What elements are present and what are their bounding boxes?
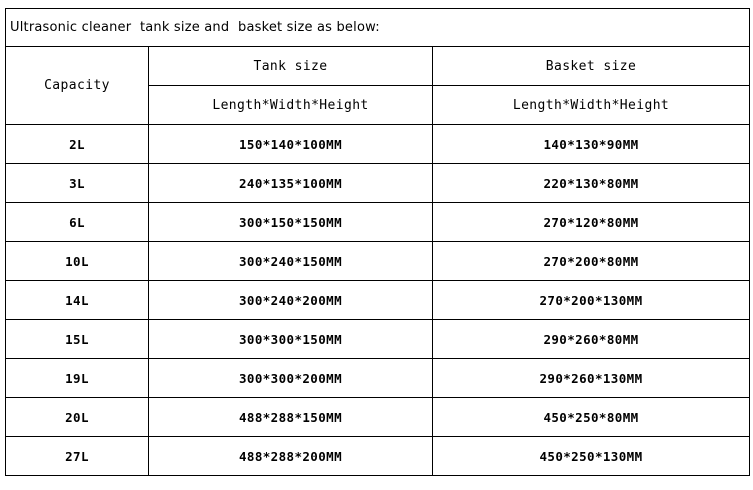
tank-size-cell: 300*300*200MM <box>149 359 433 398</box>
tank-size-cell: 488*288*150MM <box>149 398 433 437</box>
capacity-cell: 19L <box>6 359 149 398</box>
capacity-cell: 3L <box>6 164 149 203</box>
title-row <box>6 9 750 47</box>
capacity-header: Capacity <box>6 47 149 125</box>
basket-size-cell: 290*260*130MM <box>433 359 750 398</box>
table-row <box>6 281 750 320</box>
table-row <box>6 359 750 398</box>
capacity-cell: 14L <box>6 281 149 320</box>
table-row <box>6 242 750 281</box>
basket-size-cell: 140*130*90MM <box>433 125 750 164</box>
tank-size-cell: 488*288*200MM <box>149 437 433 476</box>
capacity-cell: 15L <box>6 320 149 359</box>
basket-size-cell: 290*260*80MM <box>433 320 750 359</box>
tank-size-cell: 300*300*150MM <box>149 320 433 359</box>
table-row <box>6 203 750 242</box>
tank-size-cell: 300*240*200MM <box>149 281 433 320</box>
basket-size-cell: 270*120*80MM <box>433 203 750 242</box>
table-title <box>6 9 750 47</box>
spec-sheet <box>5 8 749 486</box>
tank-size-cell: 300*240*150MM <box>149 242 433 281</box>
header-row-1 <box>6 47 750 86</box>
table-title-text: Ultrasonic cleaner tank size and basket size as below: <box>10 20 380 35</box>
basket-size-cell: 270*200*80MM <box>433 242 750 281</box>
table-row <box>6 437 750 476</box>
basket-size-header: Basket size <box>433 47 750 86</box>
table-row <box>6 320 750 359</box>
capacity-cell: 27L <box>6 437 149 476</box>
capacity-cell: 20L <box>6 398 149 437</box>
size-table <box>5 8 750 476</box>
basket-size-cell: 450*250*80MM <box>433 398 750 437</box>
tank-size-cell: 150*140*100MM <box>149 125 433 164</box>
table-row <box>6 164 750 203</box>
capacity-cell: 10L <box>6 242 149 281</box>
capacity-cell: 2L <box>6 125 149 164</box>
tank-size-cell: 240*135*100MM <box>149 164 433 203</box>
basket-dims-header: Length*Width*Height <box>433 86 750 125</box>
basket-size-cell: 220*130*80MM <box>433 164 750 203</box>
capacity-cell: 6L <box>6 203 149 242</box>
tank-size-header: Tank size <box>149 47 433 86</box>
basket-size-cell: 270*200*130MM <box>433 281 750 320</box>
table-row <box>6 398 750 437</box>
table-row <box>6 125 750 164</box>
tank-dims-header: Length*Width*Height <box>149 86 433 125</box>
basket-size-cell: 450*250*130MM <box>433 437 750 476</box>
tank-size-cell: 300*150*150MM <box>149 203 433 242</box>
